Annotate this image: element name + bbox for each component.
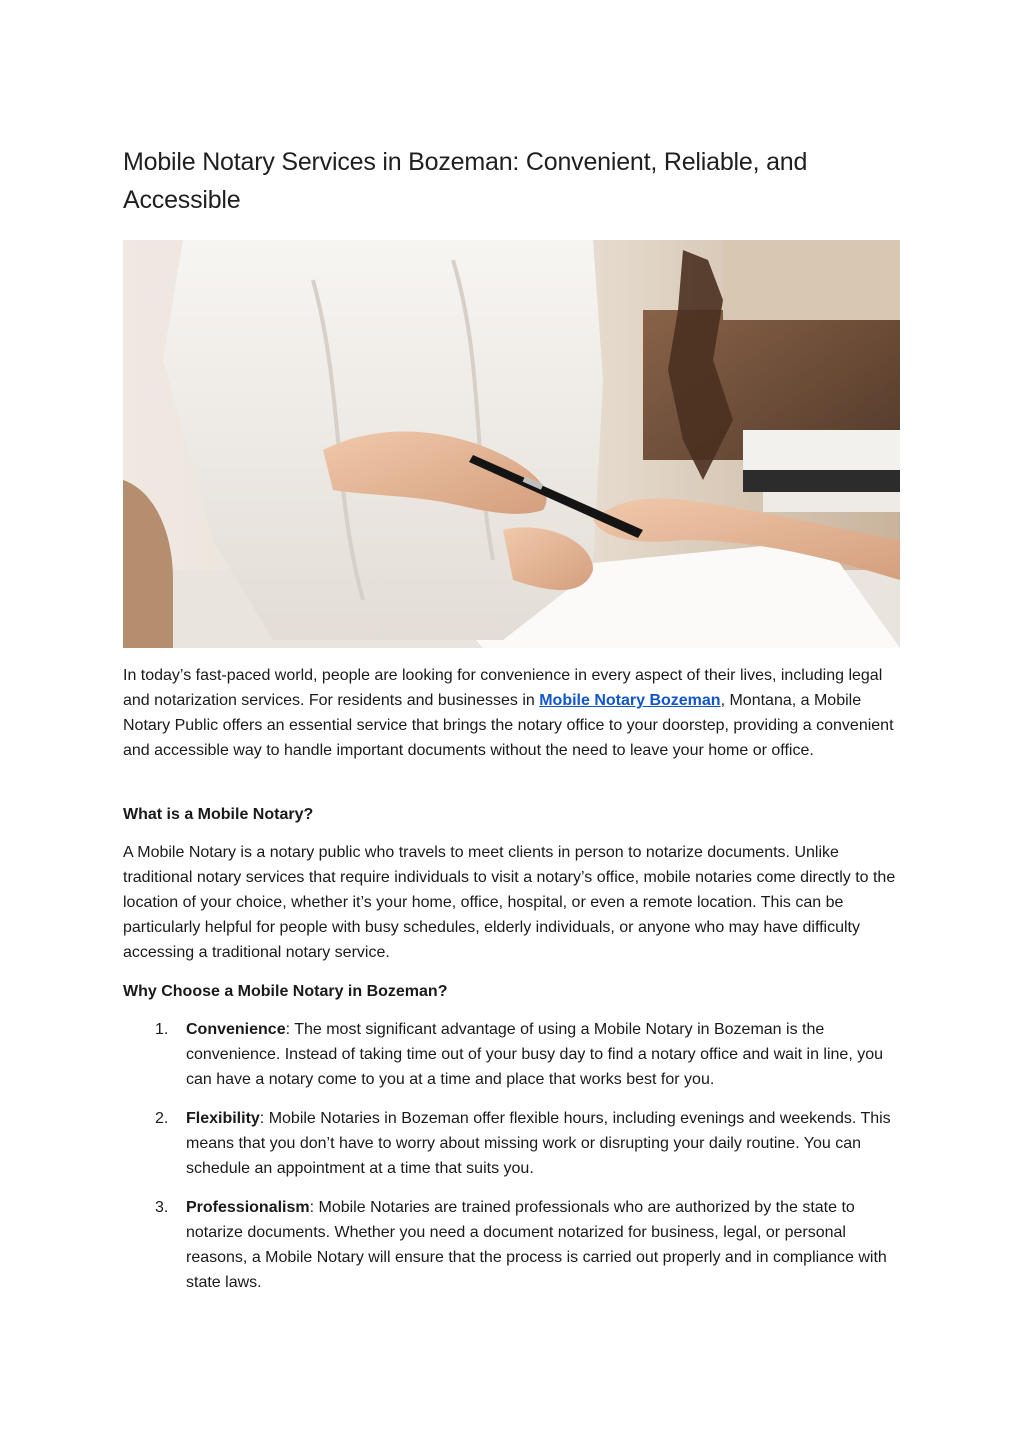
- intro-paragraph: [123, 663, 901, 763]
- notary-handshake-illustration: [123, 240, 900, 648]
- list-item: [123, 1195, 901, 1295]
- list-item-term: Professionalism: [186, 1199, 310, 1216]
- list-item-text: : Mobile Notaries in Bozeman offer flexible hours, including evenings and weekends. This means that you don’t have to worry about missing work or disrupting your daily routine. You can schedule an appointment at a time that suits you.: [186, 1110, 891, 1177]
- hero-image: [123, 240, 900, 648]
- section-heading-what: What is a Mobile Notary?: [123, 806, 314, 823]
- list-item-term: Flexibility: [186, 1110, 260, 1127]
- list-item-text: : Mobile Notaries are trained professionals who are authorized by the state to notarize documents. Whether you need a document notarized for business, legal, or personal reasons, a Mobile Notary will ensure that the process is carried out properly and in compliance with state laws.: [186, 1199, 887, 1291]
- what-paragraph: A Mobile Notary is a notary public who travels to meet clients in person to notarize documents. Unlike traditional notary services that require individuals to visit a notary’s office, mobile notaries come directly to the location of your choice, whether it’s your home, office, hospital, or even a remote location. This can be particularly helpful for people with busy schedules, elderly individuals, or anyone who may have difficulty accessing a traditional notary service.: [123, 844, 896, 961]
- list-number: 1.: [155, 1021, 169, 1038]
- intro-text-after: , Montana, a Mobile Notary Public offers an essential service that brings the notary office to your doorstep, providing a convenient and accessible way to handle important documents without the need to leave your home or office.: [123, 692, 894, 759]
- list-item-term: Convenience: [186, 1021, 286, 1038]
- list-number: 2.: [155, 1110, 169, 1127]
- page-title: Mobile Notary Services in Bozeman: Convenient, Reliable, and Accessible: [123, 148, 808, 214]
- list-item: [123, 1017, 901, 1092]
- benefits-list: [123, 1017, 901, 1309]
- list-item-text: : The most significant advantage of using a Mobile Notary in Bozeman is the convenience. Instead of taking time out of your busy day to find a notary office and wait in line, you can have a notary come to you at a time and place that works best for you.: [186, 1021, 884, 1088]
- intro-text-before: In today’s fast-paced world, people are looking for convenience in every aspect of their lives, including legal and notarization services. For residents and businesses in: [123, 667, 883, 709]
- list-item: [123, 1106, 901, 1181]
- section-heading-why: Why Choose a Mobile Notary in Bozeman?: [123, 983, 448, 1000]
- mobile-notary-bozeman-link[interactable]: Mobile Notary Bozeman: [539, 692, 721, 709]
- list-number: 3.: [155, 1199, 169, 1216]
